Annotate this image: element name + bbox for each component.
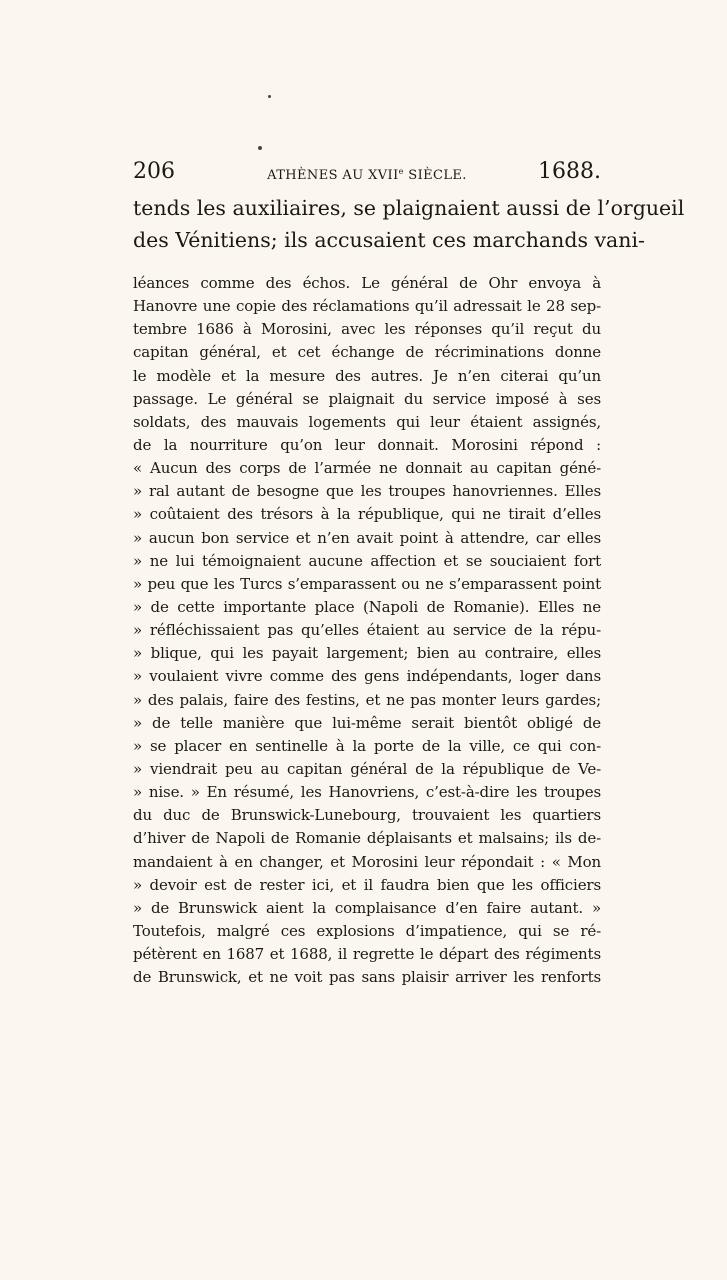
body-text: [133, 272, 601, 989]
text-line: de Brunswick, et ne voit pas sans plaisir arriver les renforts: [133, 968, 601, 987]
text-line: le modèle et la mesure des autres. Je n’en citerai qu’un: [133, 366, 601, 385]
text-line: » de Brunswick aient la complaisance d’en faire autant. »: [133, 898, 601, 917]
text-line: » blique, qui les payait largement; bien au contraire, elles: [133, 644, 601, 663]
text-line: passage. Le général se plaignait du service imposé à ses: [133, 389, 601, 408]
text-line: » se placer en sentinelle à la porte de la ville, ce qui con-: [133, 736, 601, 755]
text-line: Toutefois, malgré ces explosions d’impatience, qui se ré-: [133, 921, 601, 940]
text-line: mandaient à en changer, et Morosini leur répondait : « Mon: [133, 852, 601, 871]
text-line: Hanovre une copie des réclamations qu’il adressait le 28 sep-: [133, 297, 601, 316]
text-line: léances comme des échos. Le général de Ohr envoya à: [133, 274, 601, 292]
text-line: pétèrent en 1687 et 1688, il regrette le départ des régiments: [133, 945, 601, 964]
carryover-line: tends les auxiliaires, se plaignaient aussi de l’orgueil: [133, 196, 685, 220]
text-line: » de telle manière que lui-même serait bientôt obligé de: [133, 713, 601, 732]
carryover-text: [133, 192, 685, 256]
running-title-main: ATHÈNES AU XVII: [267, 168, 399, 183]
ink-speck: [258, 146, 262, 150]
carryover-line: des Vénitiens; ils accusaient ces marchands vani-: [133, 228, 645, 252]
text-line: » de cette importante place (Napoli de Romanie). Elles ne: [133, 597, 601, 616]
text-line: tembre 1686 à Morosini, avec les réponses qu’il reçut du: [133, 320, 601, 339]
ink-speck: [268, 95, 271, 98]
text-line: » peu que les Turcs s’emparassent ou ne s’emparassent point: [133, 574, 601, 593]
text-line: du duc de Brunswick-Lunebourg, trouvaient les quartiers: [133, 806, 601, 825]
text-line: » ne lui témoignaient aucune affection et se souciaient fort: [133, 551, 601, 570]
text-line: capitan général, et cet échange de récriminations donne: [133, 343, 601, 362]
text-line: » coûtaient des trésors à la république, qui ne tirait d’elles: [133, 505, 601, 524]
text-line: » viendrait peu au capitan général de la république de Ve-: [133, 759, 601, 778]
text-line: » ral autant de besogne que les troupes hanovriennes. Elles: [133, 482, 601, 501]
page-number: 206: [133, 159, 175, 184]
running-title: [133, 162, 601, 186]
text-line: soldats, des mauvais logements qui leur étaient assignés,: [133, 412, 601, 431]
text-line: » réfléchissaient pas qu’elles étaient au service de la répu-: [133, 621, 601, 640]
text-line: » des palais, faire des festins, et ne pas monter leurs gardes;: [133, 690, 601, 709]
running-title-superscript: e: [398, 167, 404, 176]
text-line: » devoir est de rester ici, et il faudra bien que les officiers: [133, 875, 601, 894]
header-year: 1688.: [538, 159, 601, 184]
running-header: [133, 158, 601, 186]
text-line: » aucun bon service et n’en avait point à attendre, car elles: [133, 528, 601, 547]
text-line: » nise. » En résumé, les Hanovriens, c’est-à-dire les troupes: [133, 783, 601, 802]
text-line: » voulaient vivre comme des gens indépendants, loger dans: [133, 667, 601, 686]
text-line: « Aucun des corps de l’armée ne donnait au capitan géné-: [133, 459, 601, 478]
text-line: d’hiver de Napoli de Romanie déplaisants et malsains; ils de-: [133, 829, 601, 848]
running-title-rest: SIÈCLE.: [403, 168, 467, 183]
text-line: de la nourriture qu’on leur donnait. Morosini répond :: [133, 435, 601, 454]
